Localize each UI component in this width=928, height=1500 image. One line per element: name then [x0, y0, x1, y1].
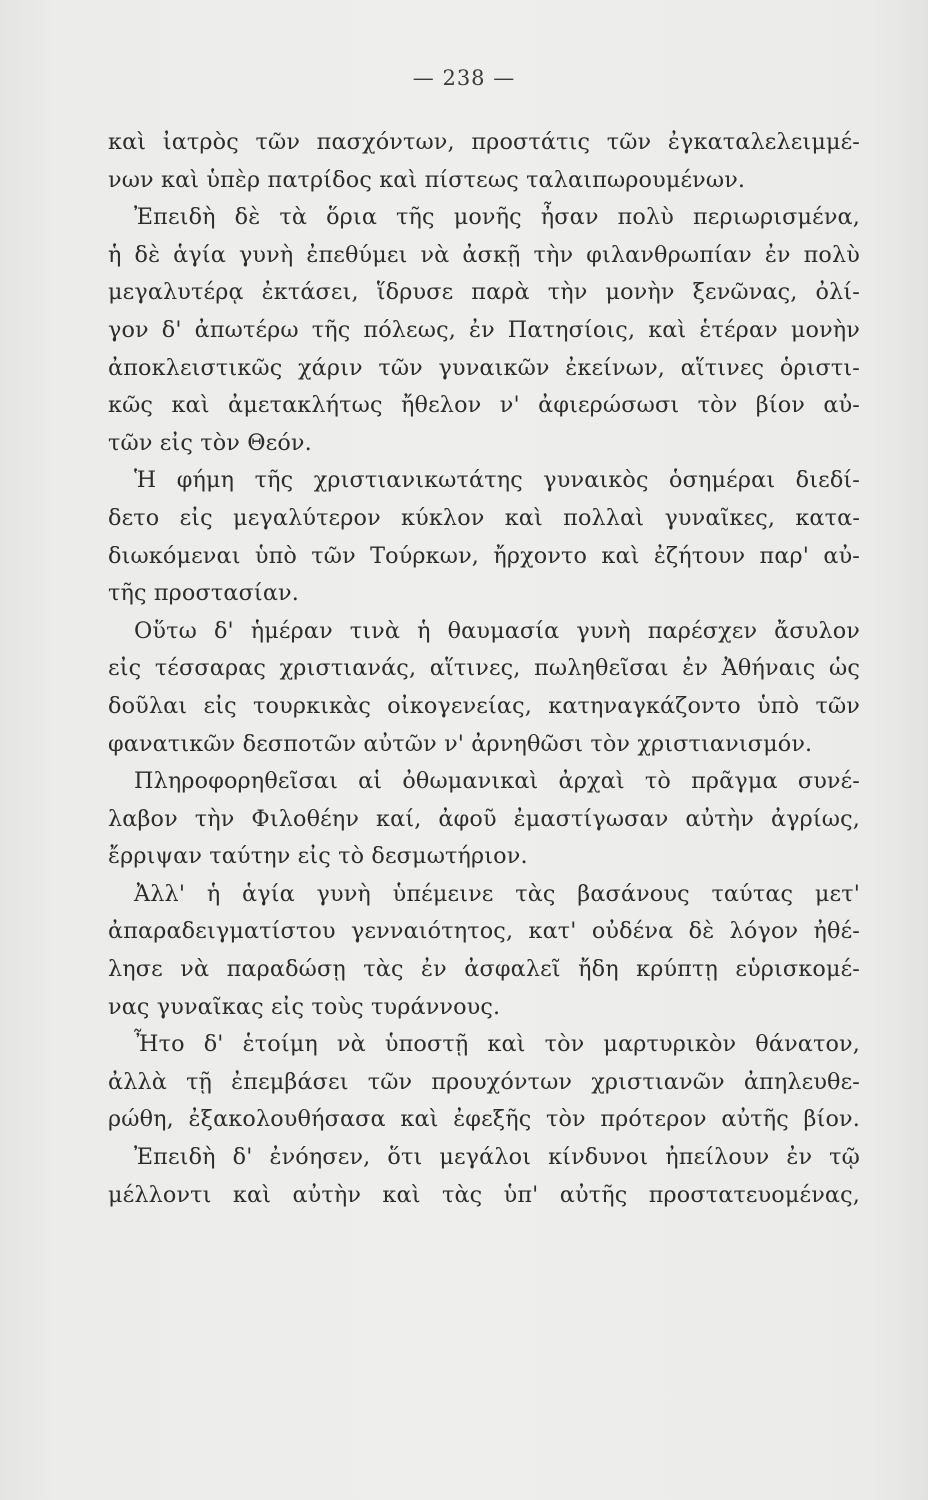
paragraph-start-line: Ἐπειδὴ δ' ἐνόησεν, ὅτι μεγάλοι κίνδυνοι ἠπείλουν ἐν τῷ: [134, 1144, 860, 1171]
text-line: τῆς προστασίαν.: [108, 580, 299, 607]
text-line: νας γυναῖκας εἰς τοὺς τυράννους.: [108, 993, 501, 1020]
body-text: [108, 124, 860, 1214]
text-line: γον δ' ἀπωτέρω τῆς πόλεως, ἐν Πατησίοις, καὶ ἑτέραν μονὴν: [108, 316, 860, 343]
text-line: μέλλοντι καὶ αὐτὴν καὶ τὰς ὑπ' αὐτῆς προστατευομένας,: [108, 1181, 860, 1208]
text-line: λησε νὰ παραδώσῃ τὰς ἐν ἀσφαλεῖ ἤδη κρύπτῃ εὑρισκομέ-: [108, 956, 860, 983]
paragraph-start-line: Οὕτω δ' ἡμέραν τινὰ ἡ θαυμασία γυνὴ παρέσχεν ἄσυλον: [134, 617, 860, 644]
text-line: εἰς τέσσαρας χριστιανάς, αἵτινες, πωληθεῖσαι ἐν Ἀθήναις ὡς: [108, 655, 860, 682]
text-line: φανατικῶν δεσποτῶν αὐτῶν ν' ἀρνηθῶσι τὸν χριστιανισμόν.: [108, 730, 813, 757]
text-line: διωκόμεναι ὑπὸ τῶν Τούρκων, ἤρχοντο καὶ ἐζήτουν παρ' αὐ-: [108, 542, 860, 569]
text-line: ἀποκλειστικῶς χάριν τῶν γυναικῶν ἐκείνων, αἵτινες ὁριστι-: [108, 354, 860, 381]
text-line: δοῦλαι εἰς τουρκικὰς οἰκογενείας, κατηναγκάζοντο ὑπὸ τῶν: [108, 692, 860, 719]
text-line: μεγαλυτέρᾳ ἐκτάσει, ἵδρυσε παρὰ τὴν μονὴν ξενῶνας, ὀλί-: [108, 279, 860, 306]
paragraph-start-line: Ἦτο δ' ἑτοίμη νὰ ὑποστῇ καὶ τὸν μαρτυρικὸν θάνατον,: [134, 1031, 860, 1058]
text-line: καὶ ἰατρὸς τῶν πασχόντων, προστάτις τῶν ἐγκαταλελειμμέ-: [108, 129, 860, 155]
text-line: λαβον τὴν Φιλοθέην καί, ἀφοῦ ἐμαστίγωσαν αὐτὴν ἀγρίως,: [108, 805, 860, 832]
text-line: ἡ δὲ ἁγία γυνὴ ἐπεθύμει νὰ ἀσκῇ τὴν φιλανθρωπίαν ἐν πολὺ: [108, 241, 860, 268]
text-line: ἀλλὰ τῇ ἐπεμβάσει τῶν προυχόντων χριστιανῶν ἀπηλευθε-: [108, 1068, 860, 1095]
text-line: ρώθη, ἐξακολουθήσασα καὶ ἐφεξῆς τὸν πρότερον αὐτῆς βίον.: [108, 1106, 860, 1133]
text-line: δετο εἰς μεγαλύτερον κύκλον καὶ πολλαὶ γυναῖκες, κατα-: [108, 504, 860, 531]
paragraph-start-line: Ἡ φήμη τῆς χριστιανικωτάτης γυναικὸς ὁσημέραι διεδί-: [134, 467, 860, 494]
paragraph-start-line: Ἀλλ' ἡ ἁγία γυνὴ ὑπέμεινε τὰς βασάνους ταύτας μετ': [134, 880, 860, 907]
paragraph-start-line: Ἐπειδὴ δὲ τὰ ὅρια τῆς μονῆς ἦσαν πολὺ περιωρισμένα,: [134, 204, 860, 231]
text-line: κῶς καὶ ἀμετακλήτως ἤθελον ν' ἀφιερώσωσι τὸν βίον αὐ-: [108, 392, 860, 419]
text-line: ἀπαραδειγματίστου γενναιότητος, κατ' οὐδένα δὲ λόγον ἠθέ-: [108, 918, 860, 945]
text-line: νων καὶ ὑπὲρ πατρίδος καὶ πίστεως ταλαιπωρουμένων.: [108, 166, 746, 193]
page-number: — 238 —: [412, 66, 516, 90]
text-line: τῶν εἰς τὸν Θεόν.: [108, 429, 312, 456]
paragraph-start-line: Πληροφορηθεῖσαι αἱ ὀθωμανικαὶ ἀρχαὶ τὸ πρᾶγμα συνέ-: [134, 768, 860, 795]
text-line: ἔρριψαν ταύτην εἰς τὸ δεσμωτήριον.: [108, 843, 528, 870]
